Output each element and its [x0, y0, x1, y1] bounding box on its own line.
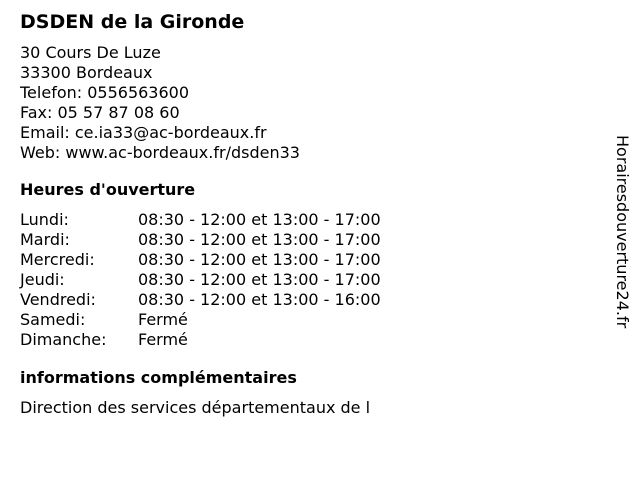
time-value: 08:30 - 12:00 et 13:00 - 17:00: [138, 210, 381, 229]
address-city: 33300 Bordeaux: [20, 63, 153, 82]
hours-row-sunday: [20, 330, 600, 350]
time-value: 08:30 - 12:00 et 13:00 - 17:00: [138, 250, 381, 269]
day-label: Vendredi:: [20, 290, 96, 309]
additional-info-text: Direction des services départementaux de l: [20, 398, 371, 417]
hours-row-tuesday: [20, 230, 600, 250]
time-value: Fermé: [138, 330, 188, 349]
hours-row-wednesday: [20, 250, 600, 270]
page-title: DSDEN de la Gironde: [20, 11, 245, 33]
day-label: Samedi:: [20, 310, 86, 329]
hours-row-friday: [20, 290, 600, 310]
info-card: [20, 10, 600, 418]
website-link: Web: www.ac-bordeaux.fr/dsden33: [20, 143, 300, 162]
day-label: Lundi:: [20, 210, 69, 229]
time-value: 08:30 - 12:00 et 13:00 - 17:00: [138, 230, 381, 249]
hours-row-thursday: [20, 270, 600, 290]
day-label: Jeudi:: [20, 270, 65, 289]
opening-hours-heading: Heures d'ouverture: [20, 180, 196, 199]
site-watermark: Horairesdouverture24.fr: [613, 135, 632, 329]
hours-row-saturday: [20, 310, 600, 330]
email-address: Email: ce.ia33@ac-bordeaux.fr: [20, 123, 267, 142]
hours-row-monday: [20, 210, 600, 230]
time-value: Fermé: [138, 310, 188, 329]
address-street: 30 Cours De Luze: [20, 43, 161, 62]
time-value: 08:30 - 12:00 et 13:00 - 17:00: [138, 270, 381, 289]
phone-number: Telefon: 0556563600: [20, 83, 190, 102]
time-value: 08:30 - 12:00 et 13:00 - 16:00: [138, 290, 381, 309]
address-block: [20, 43, 600, 163]
day-label: Mardi:: [20, 230, 70, 249]
day-label: Dimanche:: [20, 330, 107, 349]
opening-hours-table: [20, 210, 600, 350]
fax-number: Fax: 05 57 87 08 60: [20, 103, 180, 122]
day-label: Mercredi:: [20, 250, 95, 269]
additional-info-heading: informations complémentaires: [20, 368, 297, 387]
